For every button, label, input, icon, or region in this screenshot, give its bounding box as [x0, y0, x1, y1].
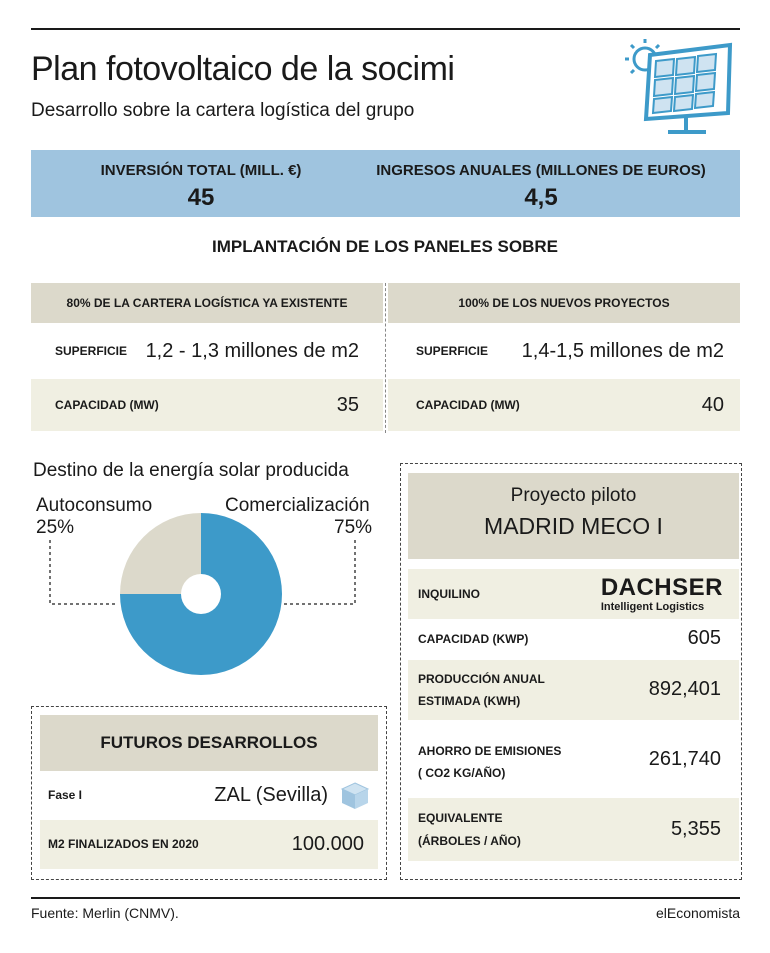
cube-icon — [340, 781, 370, 811]
new-header: 100% DE LOS NUEVOS PROYECTOS — [388, 283, 740, 323]
futures-m2-label: M2 FINALIZADOS EN 2020 — [48, 837, 199, 851]
revenue-label: INGRESOS ANUALES (MILLONES DE EUROS) — [376, 162, 706, 179]
pie-value-comercializacion: 75% — [334, 517, 373, 538]
dachser-logo — [601, 575, 723, 613]
pie-value-autoconsumo: 25% — [36, 517, 75, 538]
existing-capacity-label: CAPACIDAD (MW) — [55, 398, 159, 412]
futures-phase-row — [40, 771, 378, 820]
existing-capacity-value: 35 — [336, 394, 359, 416]
new-surface-value: 1,4-1,5 millones de m2 — [521, 340, 724, 362]
footer-brand: elEconomista — [655, 905, 740, 921]
page-title: Plan fotovoltaico de la socimi — [31, 50, 455, 88]
pilot-tenant-row — [408, 569, 739, 619]
pilot-production-label-2: ESTIMADA (KWH) — [418, 694, 521, 708]
pilot-emissions-value: 261,740 — [648, 748, 721, 770]
existing-surface-value: 1,2 - 1,3 millones de m2 — [145, 340, 359, 362]
pilot-line2: MADRID MECO I — [484, 513, 663, 539]
implantation-title: IMPLANTACIÓN DE LOS PANELES SOBRE — [211, 237, 558, 256]
existing-header: 80% DE LA CARTERA LOGÍSTICA YA EXISTENTE — [31, 283, 383, 323]
pie-label-autoconsumo: Autoconsumo — [36, 495, 153, 516]
footer-source: Fuente: Merlin (CNMV). — [31, 905, 179, 921]
revenue-value: 4,5 — [524, 184, 558, 211]
investment-label: INVERSIÓN TOTAL (MILL. €) — [100, 162, 302, 179]
pie-label-comercializacion: Comercialización — [225, 495, 370, 516]
pilot-emissions-label-1: AHORRO DE EMISIONES — [418, 744, 562, 758]
futures-m2-row — [40, 820, 378, 869]
new-capacity-value: 40 — [701, 394, 724, 416]
futures-phase-label: Fase I — [48, 788, 83, 802]
leader-line-comercializacion — [283, 540, 355, 604]
futures-title: FUTUROS DESARROLLOS — [40, 715, 378, 771]
pilot-capacity-value: 605 — [687, 627, 721, 649]
dachser-logo-tagline: Intelligent Logistics — [600, 601, 705, 613]
pilot-emissions-label-2: ( CO2 KG/AÑO) — [418, 766, 506, 780]
pilot-tenant-label: INQUILINO — [418, 587, 480, 601]
pilot-header — [408, 473, 739, 559]
pilot-trees-label-1: EQUIVALENTE — [418, 811, 503, 825]
pilot-capacity-row — [408, 620, 739, 660]
pilot-trees-label-2: (ÁRBOLES / AÑO) — [418, 834, 521, 848]
footer-rule — [31, 897, 740, 899]
pilot-production-label-1: PRODUCCIÓN ANUAL — [418, 672, 545, 686]
pilot-trees-row — [408, 798, 739, 861]
pilot-emissions-row — [408, 730, 739, 790]
pilot-trees-value: 5,355 — [670, 818, 721, 840]
investment-value: 45 — [187, 184, 215, 211]
leader-line-autoconsumo — [50, 540, 118, 604]
futures-m2-value: 100.000 — [291, 833, 364, 855]
pie-title: Destino de la energía solar producida — [33, 460, 349, 481]
pilot-production-value: 892,401 — [648, 678, 721, 700]
page-subtitle: Desarrollo sobre la cartera logística del grupo — [31, 100, 415, 121]
pilot-production-row — [408, 660, 739, 720]
futures-phase-value: ZAL (Sevilla) — [214, 784, 328, 806]
new-capacity-label: CAPACIDAD (MW) — [416, 398, 520, 412]
pie-hole — [181, 574, 221, 614]
existing-surface-label: SUPERFICIE — [55, 344, 128, 358]
dachser-logo-name: DACHSER — [600, 574, 723, 601]
pilot-line1: Proyecto piloto — [510, 485, 637, 506]
new-surface-label: SUPERFICIE — [416, 344, 489, 358]
pilot-capacity-label: CAPACIDAD (KWP) — [418, 632, 529, 646]
